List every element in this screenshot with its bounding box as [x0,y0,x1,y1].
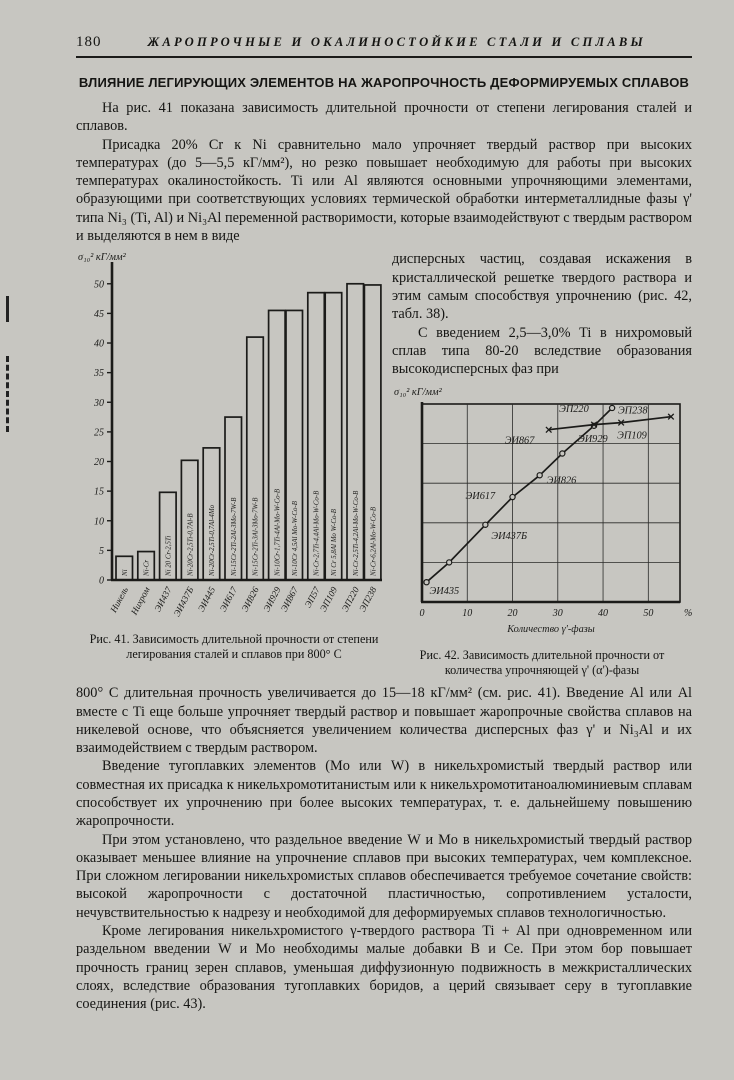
figure-41-caption: Рис. 41. Зависимость длительной прочности от степени легирования сталей и сплавов при 800° С [89,632,379,662]
svg-text:Ni Cr 5,8Al Mo W-Co-B: Ni Cr 5,8Al Mo W-Co-B [331,509,339,577]
svg-text:ЭИ867: ЭИ867 [504,436,535,448]
svg-text:Ni-Cr: Ni-Cr [143,560,151,577]
figure-42-caption: Рис. 42. Зависимость длительной прочности от количества упрочняющей γ' (α')-фазы [419,648,665,678]
svg-text:ЭП109: ЭП109 [317,585,340,614]
svg-text:ЭИ437Б: ЭИ437Б [171,585,196,619]
paragraph-intro: На рис. 41 показана зависимость длительной прочности от степени легирования сталей и сплавов. [76,100,692,135]
svg-text:ЭИ445: ЭИ445 [195,585,218,614]
section-heading: ВЛИЯНИЕ ЛЕГИРУЮЩИХ ЭЛЕМЕНТОВ НА ЖАРОПРОЧНОСТЬ ДЕФОРМИРУЕМЫХ СПЛАВОВ [78,75,690,90]
svg-text:ЭИ617: ЭИ617 [217,585,240,614]
svg-text:10: 10 [94,516,104,528]
svg-text:20: 20 [507,608,518,620]
svg-text:Ni-10Cr 4,5Al Mo-W-Co-B: Ni-10Cr 4,5Al Mo-W-Co-B [291,501,299,577]
svg-text:0: 0 [99,575,104,587]
svg-text:ЭИ617: ЭИ617 [465,491,496,503]
paragraph-boron-cerium: Кроме легирования никельхромистого γ-твердого раствора Ti + Al при одновременном или раздельном введении W и Mo необходимы малые добавки B и Ce. При этом бор повышает прочность границ зерен сплавов, уменьшая диффузионную подвижность в межкристаллических слоях, вследствие образования тугоплавких боридов, а церий связывает серу в тугоплавкие соединения (рис. 43). [76,923,692,1013]
svg-text:%: % [684,608,692,620]
scan-artifact [6,356,9,432]
svg-text:40: 40 [94,338,104,350]
svg-text:ЭП57: ЭП57 [302,585,322,610]
svg-text:ЭП109: ЭП109 [617,431,647,443]
svg-text:5: 5 [99,546,104,558]
svg-text:ЭИ437: ЭИ437 [152,585,174,614]
svg-text:0: 0 [419,608,425,620]
svg-text:Нихром: Нихром [128,585,152,617]
svg-text:45: 45 [94,309,104,321]
page-header [76,34,692,51]
scan-artifact [6,296,9,322]
svg-text:40: 40 [598,608,609,620]
svg-text:Никель: Никель [108,585,131,615]
paragraph-complex: При этом установлено, что раздельное введение W и Mo в никельхромистый твердый раствор оказывает меньшее влияние на упрочнение сплавов при высоких температурах, чем комплексное. При сложном легировании никельхромистых сплавов обеспечивается требуемое сочетание свойств: высокой жаропрочности с достаточной пластичностью, сопротивлением усталости, нечувствительностью к надрезу и необходимой для деформируемых сплавов технологичностью. [76,831,692,921]
svg-text:ЭП238: ЭП238 [617,406,648,418]
line-chart-svg [392,384,692,644]
svg-text:σ₁₀² кГ/мм²: σ₁₀² кГ/мм² [78,252,126,264]
svg-text:Ni-15Cr-2Ti-2Al-3Mo-7W-B: Ni-15Cr-2Ti-2Al-3Mo-7W-B [230,497,238,577]
svg-text:ЭИ437Б: ЭИ437Б [491,531,528,543]
svg-text:35: 35 [94,368,104,380]
svg-text:ЭП238: ЭП238 [357,585,379,614]
running-title: ЖАРОПРОЧНЫЕ И ОКАЛИНОСТОЙКИЕ СТАЛИ И СПЛАВЫ [147,35,646,49]
svg-text:Ni-10Cr-1,7Ti-4Al-Mo-W-Co-B: Ni-10Cr-1,7Ti-4Al-Mo-W-Co-B [274,489,282,577]
svg-text:ЭП220: ЭП220 [559,404,589,416]
paragraph-refractory: Введение тугоплавких элементов (Mo или W) в никельхромистый твердый раствор или совместная их присадка к никельхромотитанистым или к никельхромотитаноалюминиевым сплавам способствует их упрочнению при более высоких температурах, т. е. дальнейшему повышению жаропрочности. [76,758,692,830]
svg-text:20: 20 [94,457,104,469]
svg-text:ЭИ826: ЭИ826 [239,585,261,614]
svg-text:ЭИ867: ЭИ867 [278,585,301,614]
svg-text:ЭИ826: ЭИ826 [546,475,577,487]
svg-text:Ni-20Cr-2,5Ti-0,7Al-B: Ni-20Cr-2,5Ti-0,7Al-B [187,513,195,577]
paragraph-dispersed: дисперсных частиц, создавая искажения в кристаллической решетке твердого раствора и этим самым способствуя упрочнению (рис. 42, табл. 38). [392,251,692,323]
bar-chart-svg [76,250,388,628]
svg-text:Ni: Ni [121,569,129,577]
svg-text:30: 30 [552,608,563,620]
paragraph-strength: 800° С длительная прочность увеличивается до 15—18 кГ/мм² (см. рис. 41). Введение Al или Al вместе с Ti еще больше упрочняет твердый раствор и повышает жаропрочные свойства сплавов на никелевой основе, что объясняется увеличением количества дисперсных фаз γ' и Ni₃Al и их взаимодействием с твердым раствором. [76,685,692,757]
svg-text:σ₁₀² кГ/мм²: σ₁₀² кГ/мм² [394,387,442,399]
figures-row [76,250,692,678]
svg-text:ЭИ929: ЭИ929 [578,434,608,446]
paragraph-alloying: Присадка 20% Cr к Ni сравнительно мало упрочняет твердый раствор при высоких температурах (до 5—5,5 кГ/мм²), но резко повышает необходимую для работы при высоких температурах окалиностойкость. Ti или Al являются основными упрочняющими элементами, образующими при соответствующих условиях термической обработки интерметаллидные фазы γ' типа Ni₃ (Ti, Al) и Ni₃Al переменной растворимости, которые взаимодействуют с твердым раствором и выделяются в нем в виде [76,136,692,245]
svg-text:10: 10 [462,608,473,620]
header-rule [76,56,692,58]
svg-text:Ni-20Cr-2,5Ti-0,7Al-4Mo: Ni-20Cr-2,5Ti-0,7Al-4Mo [209,505,217,577]
svg-text:50: 50 [643,608,654,620]
svg-text:Ni-Cr-2,5Ti-4,2Al-Mo-W-Co-B: Ni-Cr-2,5Ti-4,2Al-Mo-W-Co-B [352,491,360,577]
paragraph-titanium: С введением 2,5—3,0% Ti в нихромовый сплав типа 80-20 вследствие образования высокодисперсных фаз при [392,324,692,378]
svg-text:ЭИ929: ЭИ929 [261,585,283,614]
svg-text:ЭП220: ЭП220 [339,585,362,614]
figure-42-column [392,250,692,678]
svg-text:30: 30 [94,398,104,410]
svg-text:Количество γ'-фазы: Количество γ'-фазы [507,624,595,636]
svg-text:50: 50 [94,279,104,291]
svg-text:Ni-Cr-2,7Ti-4,4Al-Mo-W-Co-B: Ni-Cr-2,7Ti-4,4Al-Mo-W-Co-B [313,491,321,577]
svg-text:Ni 20 Cr-2,5Ti: Ni 20 Cr-2,5Ti [165,536,173,577]
svg-text:15: 15 [94,487,104,499]
svg-text:Ni-Cr-6,2Al-Mo-W-Co-B: Ni-Cr-6,2Al-Mo-W-Co-B [370,507,378,577]
figure-41 [76,250,392,678]
svg-text:Ni-15Cr-2Ti-3Al-3Mo-7W-B: Ni-15Cr-2Ti-3Al-3Mo-7W-B [252,497,260,577]
svg-text:ЭИ435: ЭИ435 [429,586,460,598]
svg-text:25: 25 [94,427,104,439]
page-number: 180 [76,34,102,50]
